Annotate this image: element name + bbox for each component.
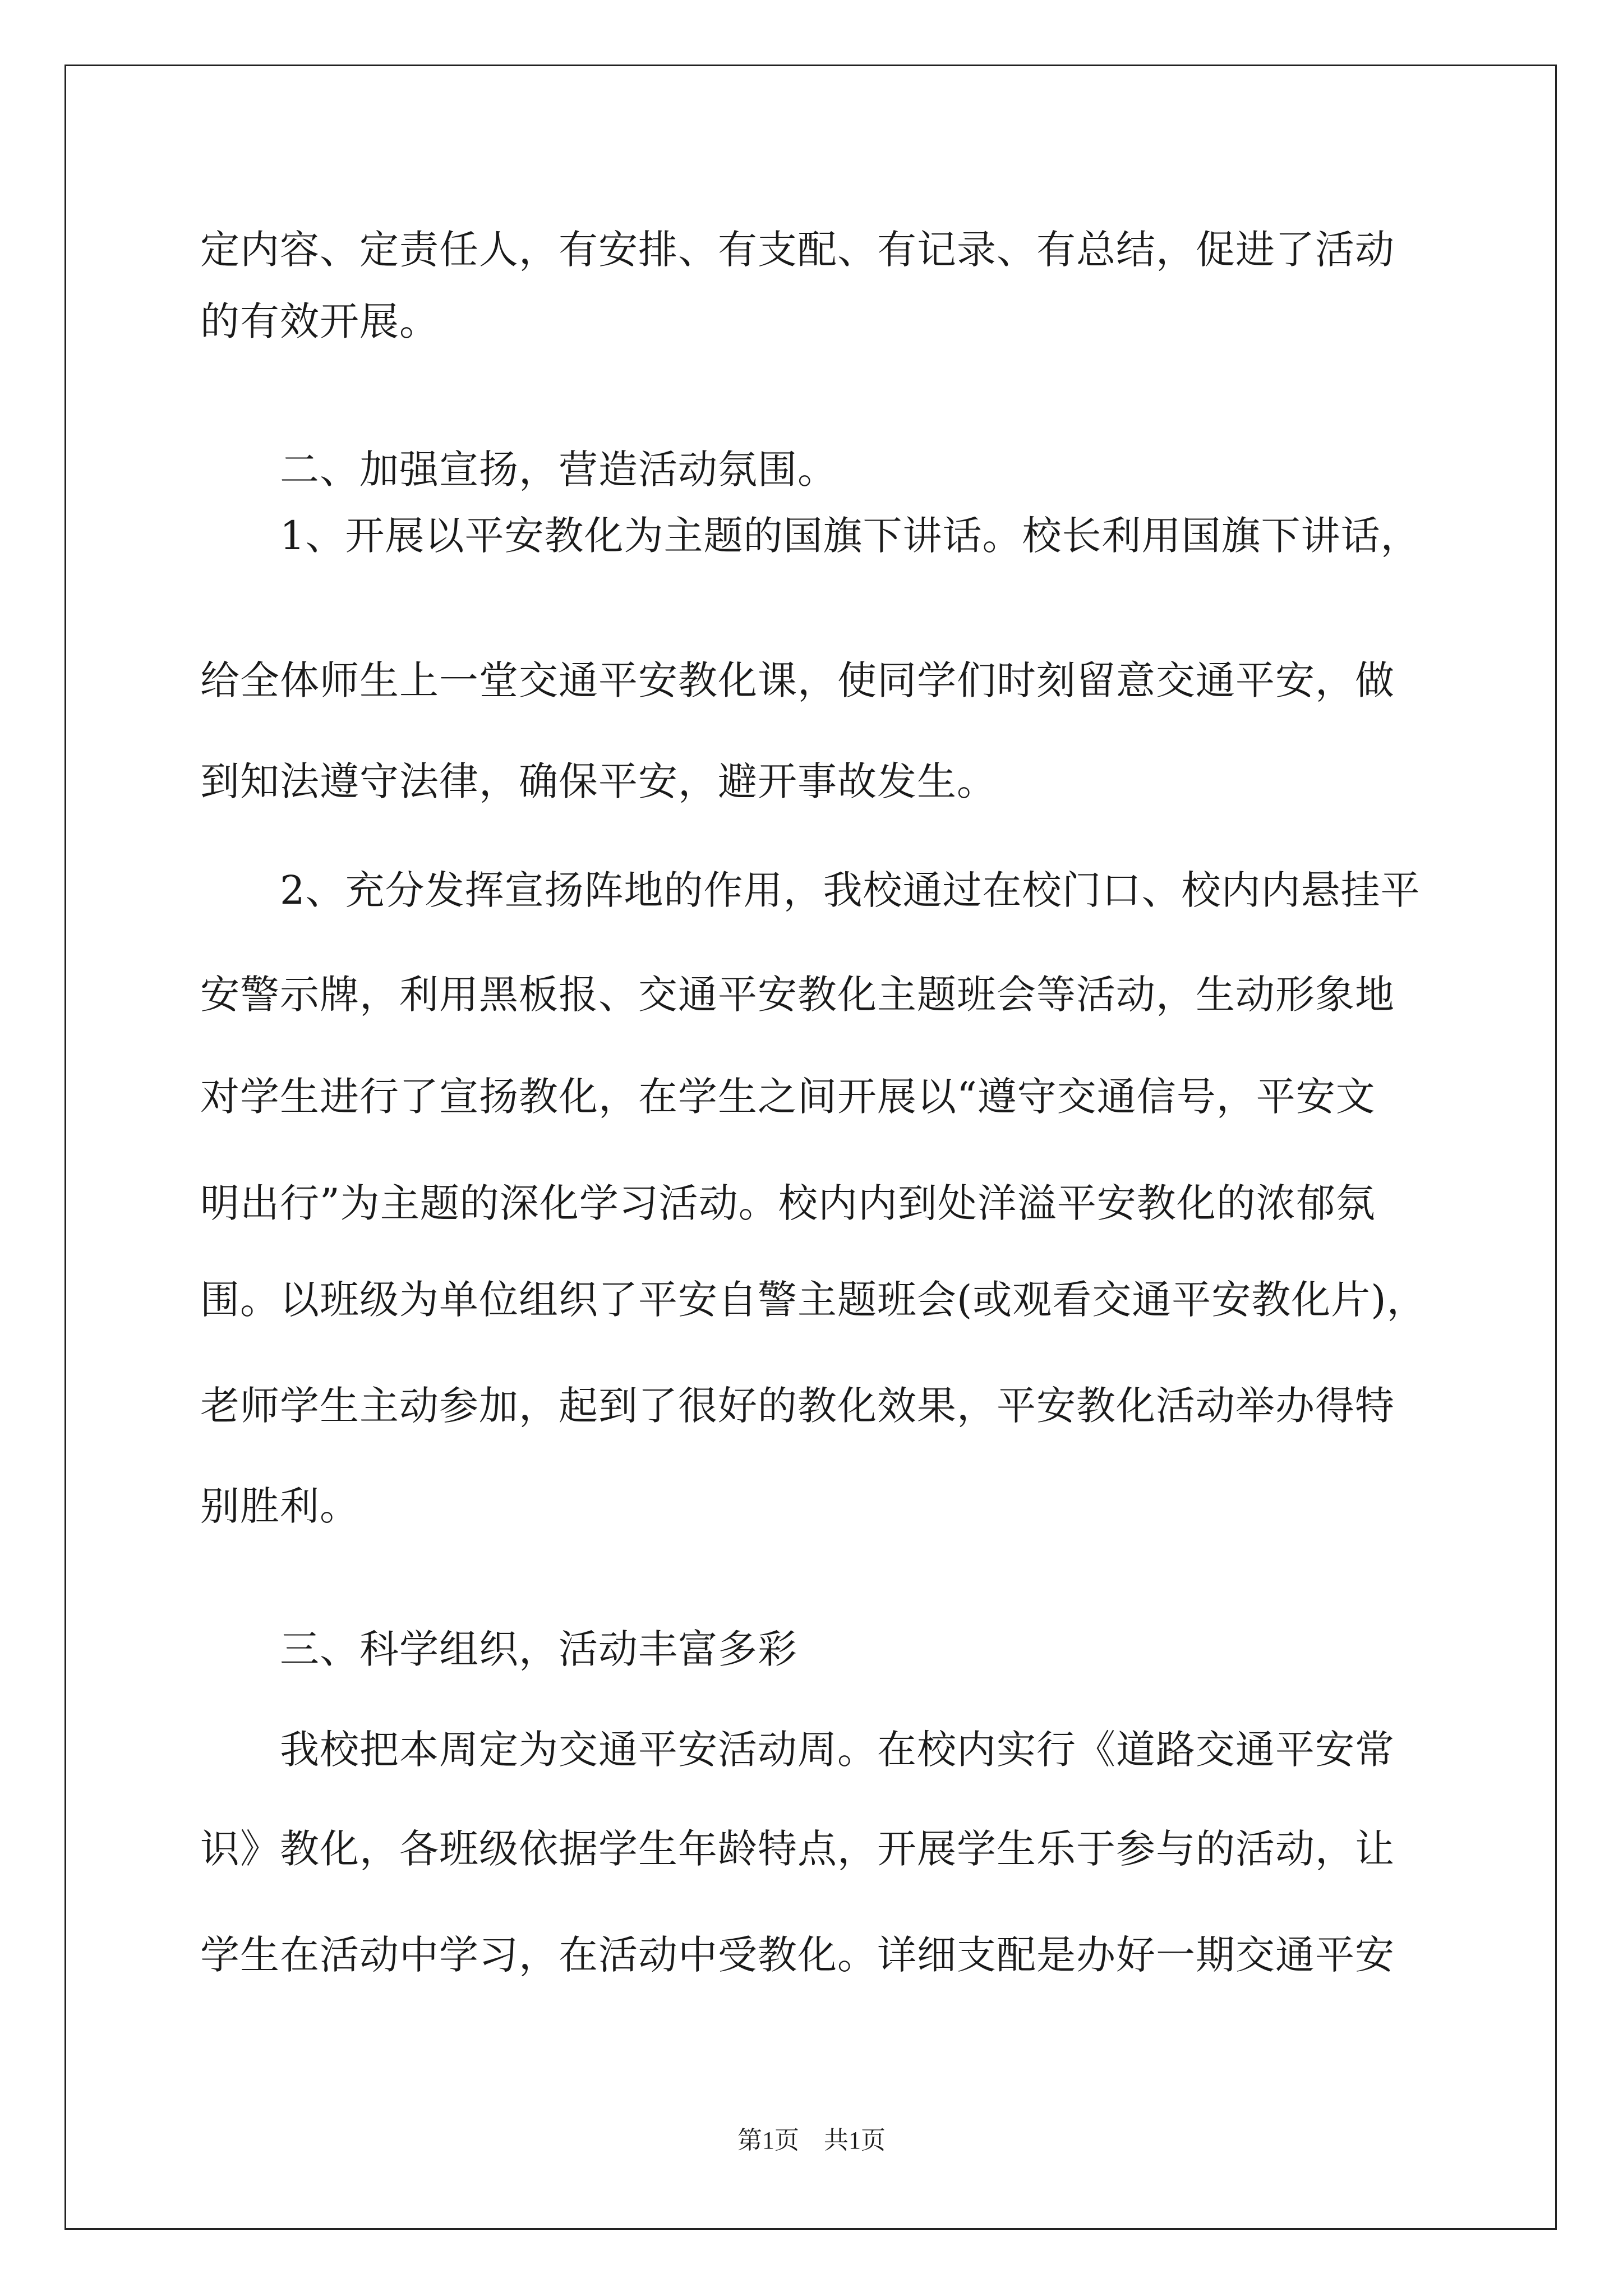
text-line: 老师学生主动参加，起到了很好的教化效果，平安教化活动举办得特	[200, 1383, 1395, 1429]
page-number: 第1页 共1页	[737, 2127, 886, 2154]
text-line: 明出行”为主题的深化学习活动。校内内到处洋溢平安教化的浓郁氛	[200, 1180, 1376, 1226]
text-line: 的有效开展。	[200, 298, 439, 344]
section-heading: 二、加强宣扬，营造活动氛围。	[200, 447, 837, 493]
text-line: 安警示牌，利用黑板报、交通平安教化主题班会等活动，生动形象地	[200, 972, 1395, 1018]
page-border	[64, 65, 1557, 2230]
section-heading: 三、科学组织，活动丰富多彩	[200, 1626, 797, 1672]
text-line: 我校把本周定为交通平安活动周。在校内实行《道路交通平安常	[200, 1727, 1395, 1773]
text-line: 到知法遵守法律，确保平安，避开事故发生。	[200, 758, 997, 804]
text-line: 定内容、定责任人，有安排、有支配、有记录、有总结，促进了活动	[200, 227, 1395, 273]
text-line: 识》教化，各班级依据学生年龄特点，开展学生乐于参与的活动，让	[200, 1826, 1395, 1872]
text-line: 学生在活动中学习，在活动中受教化。详细支配是办好一期交通平安	[200, 1932, 1395, 1978]
text-line: 2、充分发挥宣扬阵地的作用，我校通过在校门口、校内内悬挂平	[200, 867, 1421, 913]
text-line: 1、开展以平安教化为主题的国旗下讲话。校长利用国旗下讲话，	[200, 513, 1421, 559]
text-line: 给全体师生上一堂交通平安教化课，使同学们时刻留意交通平安，做	[200, 657, 1395, 703]
text-line: 围。以班级为单位组织了平安自警主题班会(或观看交通平安教化片)，	[200, 1277, 1427, 1323]
text-line: 别胜利。	[200, 1483, 359, 1529]
text-line: 对学生进行了宣扬教化，在学生之间开展以“遵守交通信号，平安文	[200, 1074, 1376, 1120]
